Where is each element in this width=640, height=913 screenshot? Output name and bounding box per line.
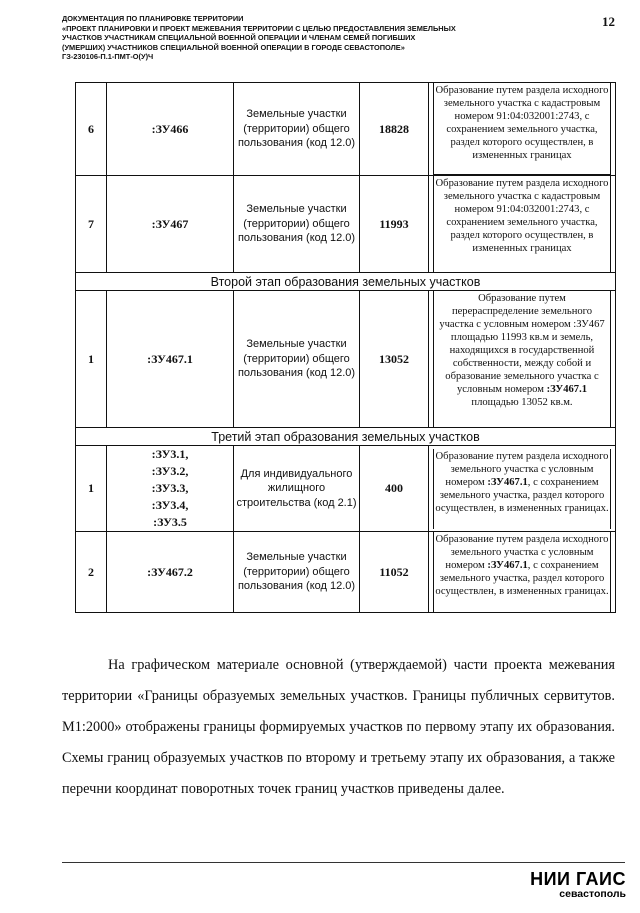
permitted-use: Земельные участки (территории) общего пользования (код 12.0) <box>234 176 360 273</box>
desc-text: Образование путем раздела исходного земельного участка с условным номером <box>435 450 609 488</box>
row-number: 6 <box>76 83 107 176</box>
stage-heading-row <box>76 428 616 446</box>
plot-code: :ЗУ467.2 <box>107 532 234 613</box>
plot-code: :ЗУ467 <box>107 176 234 273</box>
plot-code: :ЗУ3.2, <box>151 464 189 478</box>
table-row <box>76 83 616 176</box>
formation-method <box>429 446 616 532</box>
desc-plot-code: :ЗУ467.1 <box>487 560 528 571</box>
header-line: «ПРОЕКТ ПЛАНИРОВКИ И ПРОЕКТ МЕЖЕВАНИЯ ТЕРРИТОРИИ С ЦЕЛЬЮ ПРЕДОСТАВЛЕНИЯ ЗЕМЕЛЬНЫХ <box>62 23 456 33</box>
table-row <box>76 291 616 428</box>
formation-method-text <box>433 291 611 427</box>
header-line: УЧАСТКОВ УЧАСТНИКАМ СПЕЦИАЛЬНОЙ ВОЕННОЙ ОПЕРАЦИИ И ЧЛЕНАМ СЕМЕЙ ПОГИБШИХ <box>62 33 416 43</box>
desc-plot-code: :ЗУ467.1 <box>487 476 528 488</box>
row-number: 1 <box>76 291 107 428</box>
plot-code: :ЗУ3.5 <box>153 515 187 529</box>
stage-heading-row <box>76 273 616 291</box>
plot-code: :ЗУ467.1 <box>107 291 234 428</box>
plot-area: 11052 <box>360 532 429 613</box>
header-line: ДОКУМЕНТАЦИЯ ПО ПЛАНИРОВКЕ ТЕРРИТОРИИ <box>62 14 244 23</box>
formation-method-text <box>433 532 611 612</box>
stage-2-title: Второй этап образования земельных участков <box>76 273 616 291</box>
logo-line-1: НИИ ГАИС <box>530 869 626 889</box>
desc-text: Образование путем раздела исходного земельного участка с условным номером <box>435 534 609 571</box>
permitted-use: Для индивидуального жилищного строительства (код 2.1) <box>234 446 360 532</box>
header-line: ГЗ-230106-П.1-ПМТ-О(У)Ч <box>62 52 154 62</box>
footer-divider <box>62 862 625 863</box>
plot-code-list <box>107 446 234 532</box>
row-number: 7 <box>76 176 107 273</box>
row-number: 2 <box>76 532 107 613</box>
body-paragraph <box>62 650 615 805</box>
formation-method-text: Образование путем раздела исходного земельного участка с кадастровым номером 91:04:032001:2743, с сохранением земельного участка, раздел которого осуществлен, в измененных границах <box>433 176 611 272</box>
paragraph-text: На графическом материале основной (утверждаемой) части проекта межевания территории «Границы образуемых земельных участков. Границы публичных сервитутов. М1:2000» отображены границы формируемых участков по первому этапу их образования. Схемы границ образуемых участков по второму и третьему этапу их образования, а также перечни координат поворотных точек границ участков приведены далее. <box>62 657 615 797</box>
formation-method-text: Образование путем раздела исходного земельного участка с кадастровым номером 91:04:032001:2743, с сохранением земельного участка, раздел которого осуществлен, в измененных границах <box>433 83 611 175</box>
formation-method <box>429 83 616 176</box>
permitted-use: Земельные участки (территории) общего пользования (код 12.0) <box>234 291 360 428</box>
permitted-use: Земельные участки (территории) общего пользования (код 12.0) <box>234 83 360 176</box>
desc-text: , с сохранением земельного участка, раздел которого осуществлен, в измененных границах. <box>435 560 609 597</box>
plot-code: :ЗУ3.3, <box>151 481 189 495</box>
plot-code: :ЗУ3.1, <box>151 447 189 461</box>
plot-area: 18828 <box>360 83 429 176</box>
permitted-use: Земельные участки (территории) общего пользования (код 12.0) <box>234 532 360 613</box>
plot-area: 13052 <box>360 291 429 428</box>
desc-text: , с сохранением земельного участка, раздел которого осуществлен, в измененных границах. <box>435 476 609 514</box>
table-row <box>76 446 616 532</box>
land-plots-table <box>75 82 616 613</box>
plot-area: 400 <box>360 446 429 532</box>
plot-code: :ЗУ466 <box>107 83 234 176</box>
formation-method <box>429 291 616 428</box>
document-header <box>62 14 572 62</box>
desc-text: площадью 13052 кв.м. <box>471 397 573 408</box>
table-row <box>76 532 616 613</box>
formation-method <box>429 532 616 613</box>
desc-text: Образование путем перераспределение земельного участка с условным номером :ЗУ467 площадью 11993 кв.м и земель, находящихся в государственной собственности, между собой и образование земельного участка с условным номером <box>439 293 605 395</box>
plot-code: :ЗУ3.4, <box>151 498 189 512</box>
stage-3-title: Третий этап образования земельных участков <box>76 428 616 446</box>
header-line: (УМЕРШИХ) УЧАСТНИКОВ СПЕЦИАЛЬНОЙ ВОЕННОЙ ОПЕРАЦИИ В ГОРОДЕ СЕВАСТОПОЛЕ» <box>62 42 405 52</box>
plot-area: 11993 <box>360 176 429 273</box>
logo-line-2: севастополь <box>559 888 626 900</box>
nii-gais-logo <box>530 870 626 900</box>
row-number: 1 <box>76 446 107 532</box>
desc-plot-code: :ЗУ467.1 <box>546 384 588 395</box>
table-row <box>76 176 616 273</box>
formation-method-text <box>433 449 611 529</box>
page-number: 12 <box>602 14 615 29</box>
formation-method <box>429 176 616 273</box>
